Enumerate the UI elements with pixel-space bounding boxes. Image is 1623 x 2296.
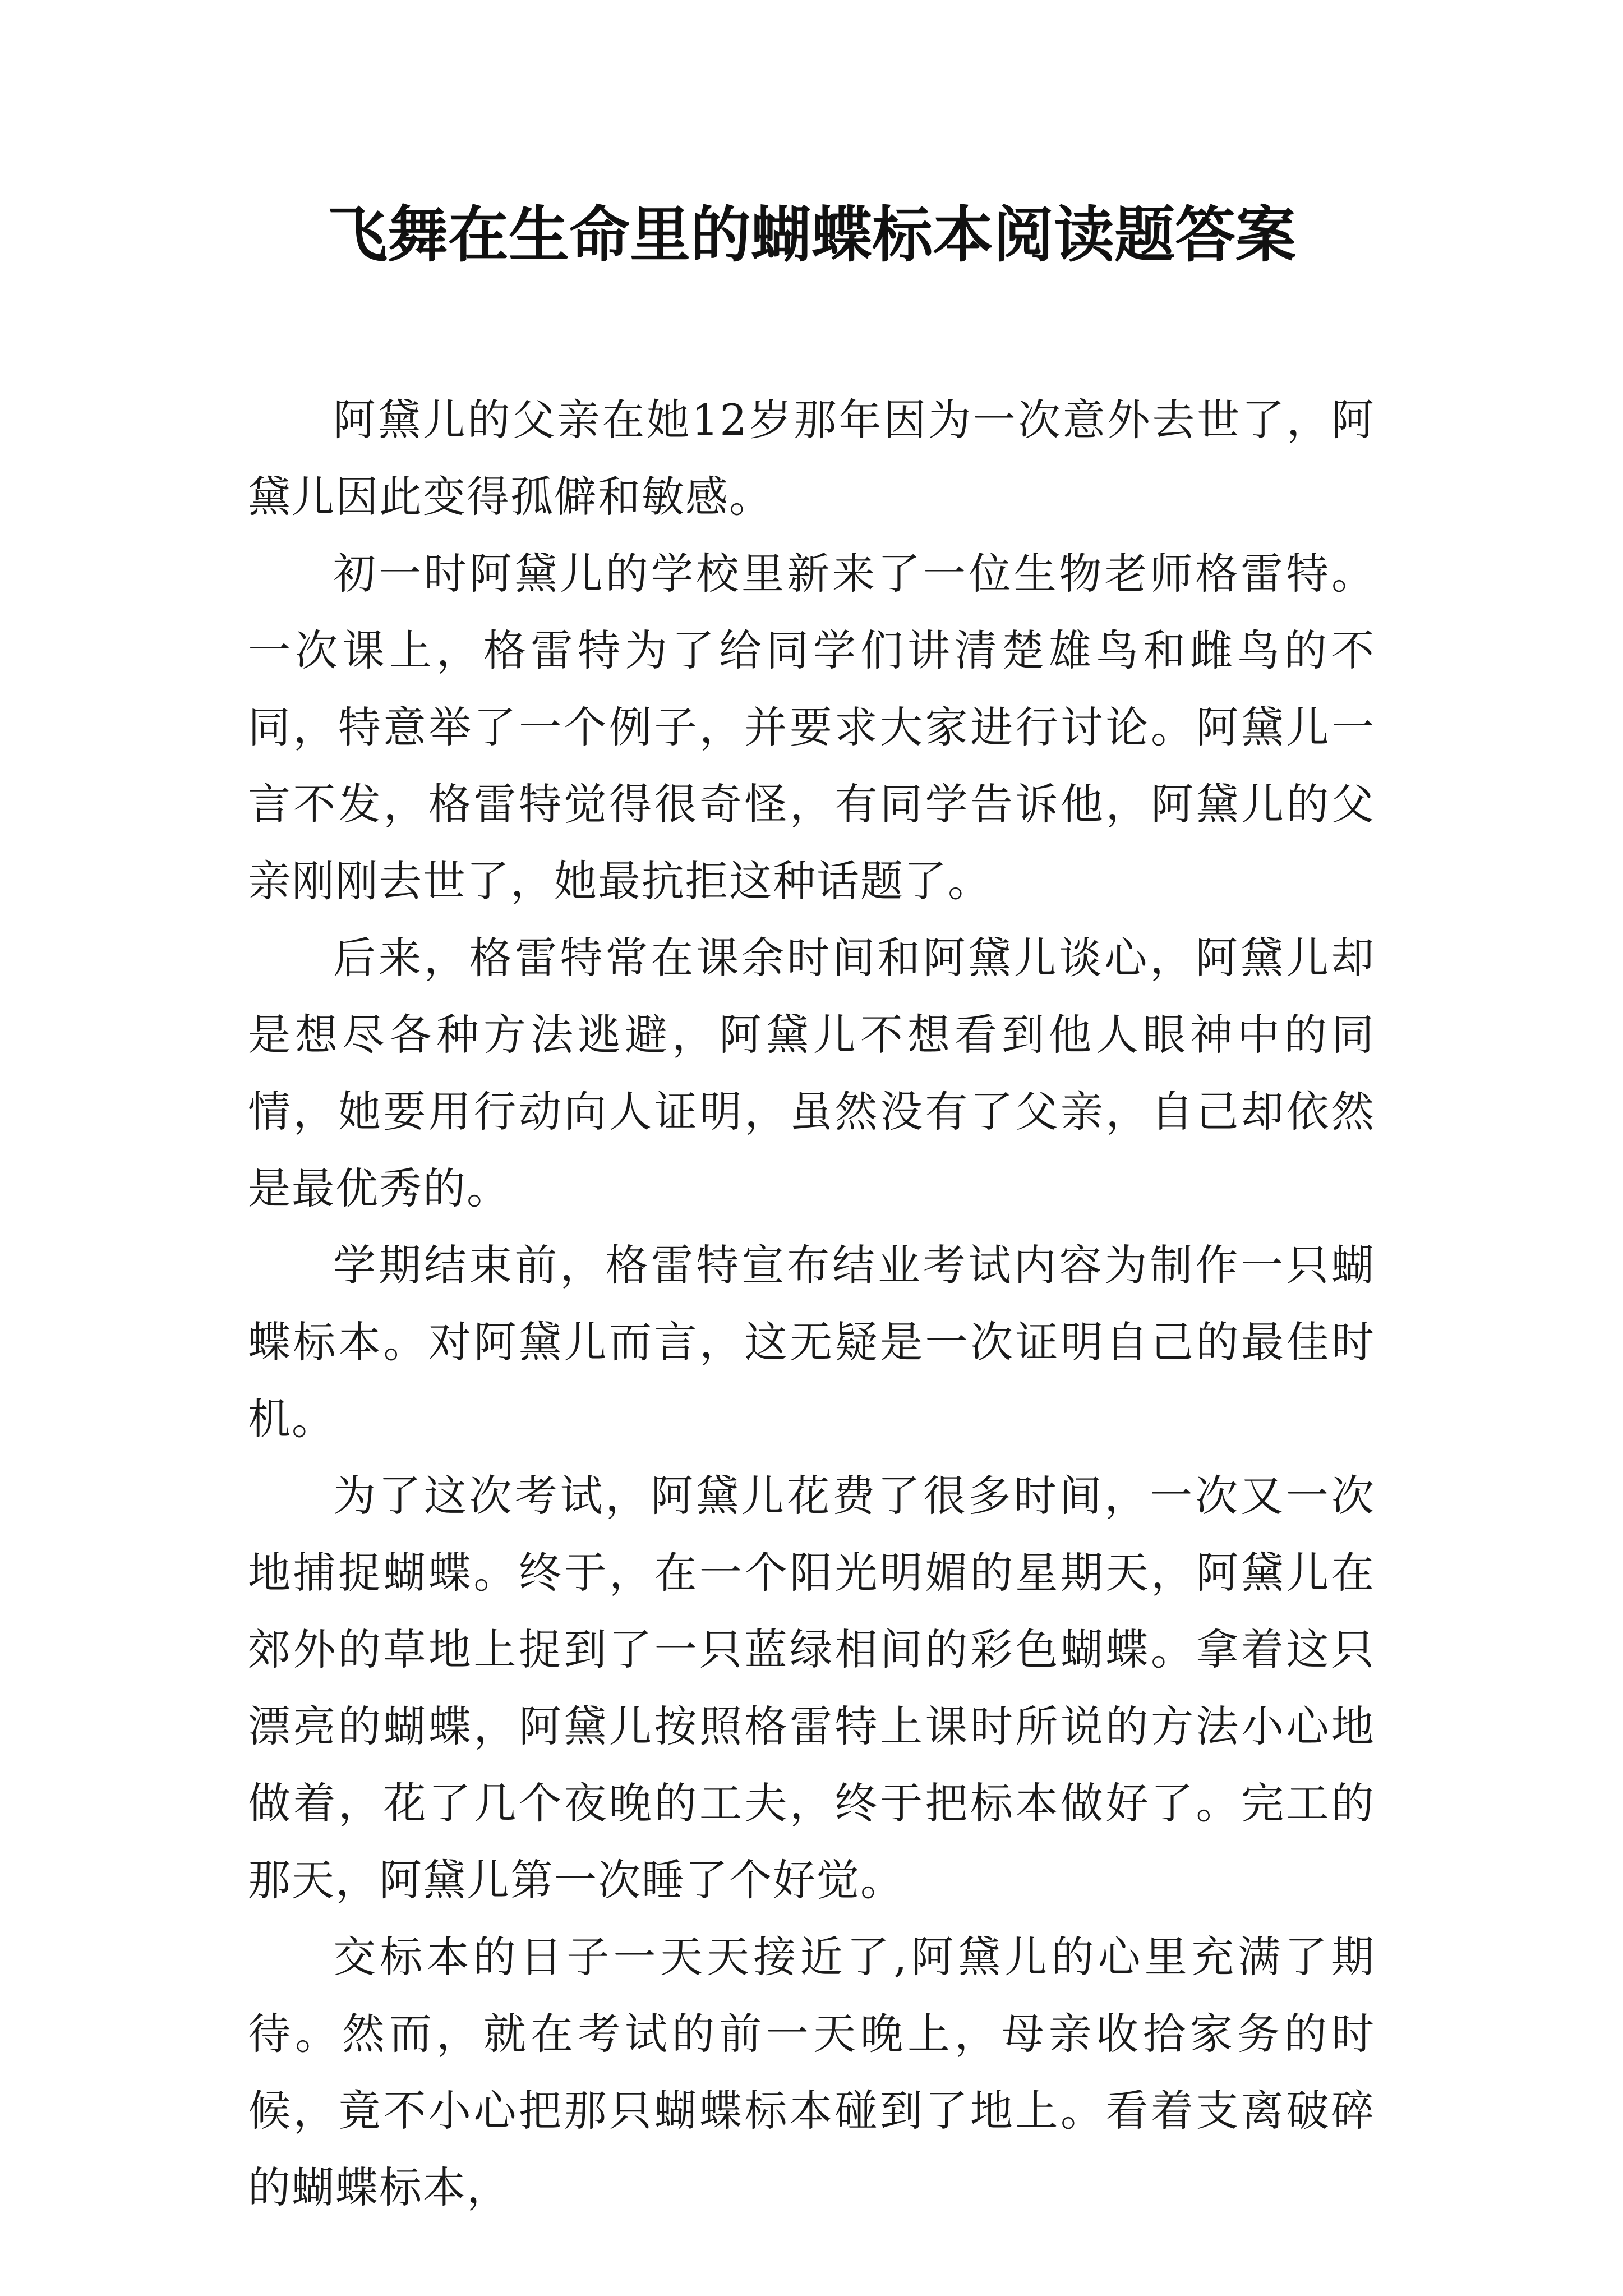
paragraph-2: 初一时阿黛儿的学校里新来了一位生物老师格雷特。一次课上，格雷特为了给同学们讲清楚雄鸟和雌鸟的不同，特意举了一个例子，并要求大家进行讨论。阿黛儿一言不发，格雷特觉得很奇怪，有同学告诉他，阿黛儿的父亲刚刚去世了，她最抗拒这种话题了。 (248, 549, 1375, 906)
paragraph-3: 后来，格雷特常在课余时间和阿黛儿谈心，阿黛儿却是想尽各种方法逃避，阿黛儿不想看到他人眼神中的同情，她要用行动向人证明，虽然没有了父亲，自己却依然是最优秀的。 (248, 933, 1375, 1213)
paragraph-1: 阿黛儿的父亲在她12岁那年因为一次意外去世了，阿黛儿因此变得孤僻和敏感。 (248, 395, 1375, 522)
paragraph-6: 交标本的日子一天天接近了,阿黛儿的心里充满了期待。然而，就在考试的前一天晚上，母亲收拾家务的时候，竟不小心把那只蝴蝶标本碰到了地上。看着支离破碎的蝴蝶标本， (248, 1932, 1375, 2212)
document-title: 飞舞在生命里的蝴蝶标本阅读题答案 (326, 200, 1296, 270)
document-body (248, 381, 1375, 2226)
paragraph-5: 为了这次考试，阿黛儿花费了很多时间，一次又一次地捕捉蝴蝶。终于，在一个阳光明媚的星期天，阿黛儿在郊外的草地上捉到了一只蓝绿相间的彩色蝴蝶。拿着这只漂亮的蝴蝶，阿黛儿按照格雷特上课时所说的方法小心地做着，花了几个夜晚的工夫，终于把标本做好了。完工的那天，阿黛儿第一次睡了个好觉。 (248, 1471, 1375, 1905)
paragraph-4: 学期结束前，格雷特宣布结业考试内容为制作一只蝴蝶标本。对阿黛儿而言，这无疑是一次证明自己的最佳时机。 (248, 1240, 1375, 1444)
